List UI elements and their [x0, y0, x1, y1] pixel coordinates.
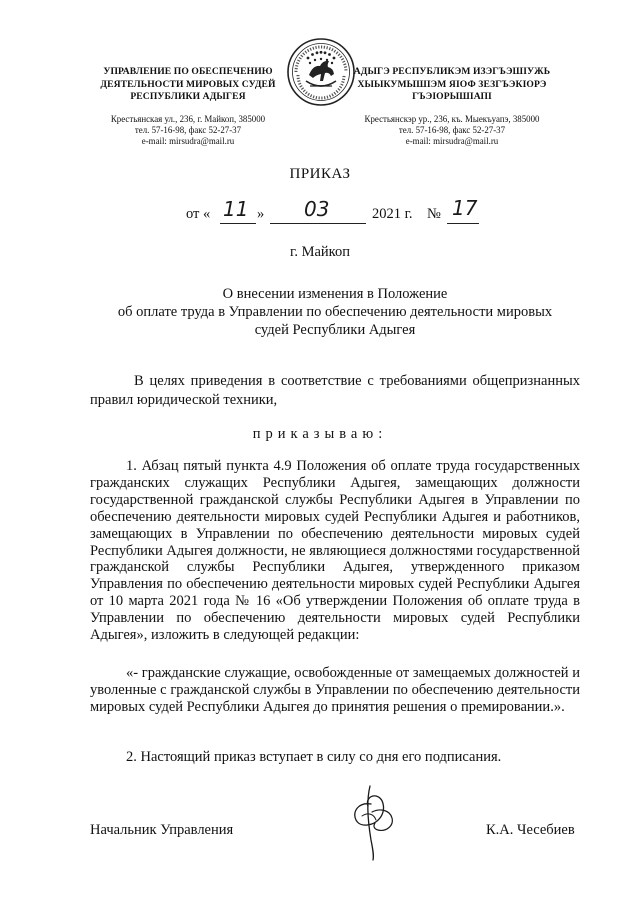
date-after-day: » — [257, 206, 265, 222]
orders-heading: приказываю: — [252, 426, 388, 442]
header-left-org-line: УПРАВЛЕНИЕ ПО ОБЕСПЕЧЕНИЮ — [103, 66, 273, 77]
header-left-org-line: РЕСПУБЛИКИ АДЫГЕЯ — [130, 91, 246, 102]
date-month-handwritten: 03 — [304, 197, 330, 221]
header-left-address: Крестьянская ул., 236, г. Майкоп, 385000 — [110, 113, 266, 124]
header-right-block — [342, 66, 562, 147]
header-left-contacts — [78, 114, 298, 147]
header-right-org-line: ГЪЭІОРЫШІАПІ — [412, 91, 492, 102]
subject-line: судей Республики Адыгея — [254, 322, 416, 338]
signatory-position: Начальник Управления — [90, 822, 234, 838]
header-left-org-line: ДЕЯТЕЛЬНОСТИ МИРОВЫХ СУДЕЙ — [100, 78, 276, 90]
order-item-1: 1. Абзац пятый пункта 4.9 Положения об оплате труда государственных гражданских служащих Республики Адыгея, замещающих должности государственной гражданской службы Республики Адыгея в Управлении по обеспечению деятельности мировых судей Республики Адыгея и работников, замещающих в Управлении по обеспечению деятельности мировых судей Республики Адыгея должности, не являющиеся должностями государственной гражданской службы Республики Адыгея, утвержденного приказом Управления по обеспечению деятельности мировых судей Республики Адыгея от 10 марта 2021 года № 16 «Об утверждении Положения об оплате труда в Управлении по обеспечению деятельности мировых судей Республики Адыгея», изложить в следующей редакции: — [90, 458, 580, 644]
order-number-sign: № — [427, 206, 441, 222]
date-year: 2021 г. — [372, 206, 413, 222]
header-right-address: Крестьянскэр ур., 236, къ. Мыекъуапэ, 385000 — [364, 113, 540, 124]
header-left-org — [78, 66, 298, 104]
date-line — [186, 196, 486, 228]
date-day-underline — [220, 223, 256, 224]
date-month-underline — [270, 223, 366, 224]
signatory-name: К.А. Чесебиев — [486, 822, 575, 838]
city-line: г. Майкоп — [290, 244, 350, 260]
header-left-phone: тел. 57-16-98, факс 52-27-37 — [134, 124, 242, 135]
header-right-org-line: АДЫГЭ РЕСПУБЛИКЭМ ИЗЭГЪЭШІУЖЬ — [353, 66, 551, 77]
date-prefix: от « — [186, 206, 211, 222]
document-title: ПРИКАЗ — [289, 166, 351, 182]
header-right-contacts — [342, 114, 562, 147]
header-right-phone: тел. 57-16-98, факс 52-27-37 — [398, 124, 506, 135]
order-item-1-quote: «- гражданские служащие, освобожденные от замещаемых должностей и уволенные с гражданской службы в Управлении по обеспечению деятельности мировых судей Республики Адыгея до принятия решения о премировании.». — [90, 665, 580, 715]
header-right-email: e-mail: mirsudra@mail.ru — [405, 135, 499, 146]
order-number-handwritten: 17 — [452, 196, 478, 220]
order-number-underline — [447, 223, 479, 224]
header-left-email: e-mail: mirsudra@mail.ru — [141, 135, 235, 146]
header-right-org — [342, 66, 562, 104]
document-subject — [90, 285, 580, 339]
preamble-paragraph: В целях приведения в соответствие с требованиями общепризнанных правил юридической техники, — [90, 373, 580, 408]
handwritten-signature — [340, 782, 410, 862]
subject-line: О внесении изменения в Положение — [222, 286, 448, 302]
subject-line: об оплате труда в Управлении по обеспечению деятельности мировых — [117, 304, 553, 320]
header-right-org-line: ХЫЫКУМЫШІЭМ ЯІОФ ЗЕЗГЪЭКІОРЭ — [357, 78, 547, 90]
header-left-block — [78, 66, 298, 147]
date-day-handwritten: 11 — [223, 197, 249, 221]
order-item-2: 2. Настоящий приказ вступает в силу со дня его подписания. — [126, 749, 502, 765]
